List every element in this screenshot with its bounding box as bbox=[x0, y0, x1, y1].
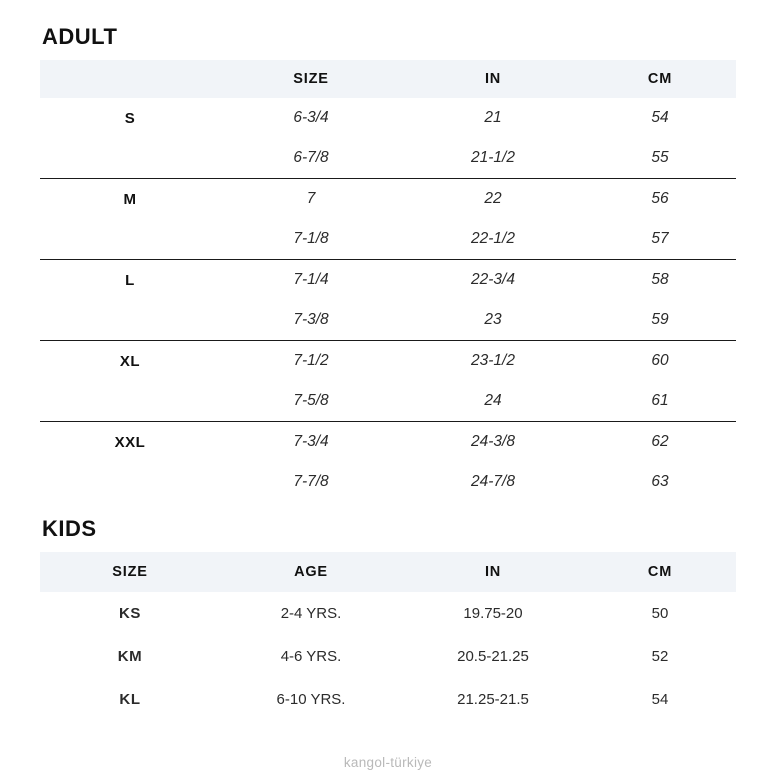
adult-row-label bbox=[40, 138, 220, 179]
kids-row-in: 21.25-21.5 bbox=[457, 691, 529, 708]
adult-row-size: 7 bbox=[220, 179, 402, 220]
adult-row-label bbox=[40, 381, 220, 422]
adult-row-label bbox=[40, 300, 220, 341]
adult-size-table bbox=[40, 60, 736, 502]
table-row bbox=[40, 98, 736, 138]
adult-row-cm: 59 bbox=[651, 311, 669, 328]
adult-row-cm: 55 bbox=[651, 149, 669, 166]
adult-row-size: 7-5/8 bbox=[293, 392, 329, 409]
adult-row-size: 7-3/4 bbox=[220, 422, 402, 463]
adult-row-in: 24-3/8 bbox=[402, 422, 584, 463]
adult-row-size: 6-3/4 bbox=[293, 109, 329, 126]
adult-row-size: 7-1/8 bbox=[293, 230, 329, 247]
table-row bbox=[40, 462, 736, 502]
adult-row-in: 22-1/2 bbox=[471, 230, 515, 247]
kids-row-label: KL bbox=[119, 691, 141, 708]
table-row bbox=[40, 179, 736, 220]
kids-table-head bbox=[40, 552, 736, 592]
kids-row-label: KS bbox=[118, 605, 142, 622]
kids-row-age: 6-10 YRS. bbox=[276, 691, 346, 708]
adult-header-cm: CM bbox=[584, 60, 736, 98]
table-row bbox=[40, 300, 736, 341]
table-row bbox=[40, 138, 736, 179]
adult-row-in: 24-7/8 bbox=[471, 473, 515, 490]
adult-row-size: 7-7/8 bbox=[293, 473, 329, 490]
adult-row-in: 24 bbox=[484, 392, 502, 409]
adult-row-cm: 62 bbox=[584, 422, 736, 463]
table-row bbox=[40, 260, 736, 301]
kids-row-in: 20.5-21.25 bbox=[457, 648, 529, 665]
kids-row-age: 4-6 YRS. bbox=[280, 648, 342, 665]
adult-row-in: 21-1/2 bbox=[471, 149, 515, 166]
table-row bbox=[40, 635, 736, 678]
adult-row-size: 7-1/2 bbox=[220, 341, 402, 382]
adult-row-label bbox=[40, 219, 220, 260]
kids-header-cm: CM bbox=[584, 552, 736, 592]
table-row bbox=[40, 592, 736, 635]
table-row bbox=[40, 341, 736, 382]
kids-row-label: KM bbox=[117, 648, 143, 665]
adult-row-size: 7-1/4 bbox=[220, 260, 402, 301]
adult-row-cm: 54 bbox=[651, 109, 669, 126]
kids-header-in: IN bbox=[402, 552, 584, 592]
kids-header-age: AGE bbox=[220, 552, 402, 592]
adult-row-label: L bbox=[40, 260, 220, 301]
adult-row-size: 6-7/8 bbox=[293, 149, 329, 166]
adult-row-label: XXL bbox=[40, 422, 220, 463]
kids-row-age: 2-4 YRS. bbox=[280, 605, 342, 622]
adult-table-head bbox=[40, 60, 736, 98]
adult-row-label bbox=[40, 462, 220, 502]
adult-row-cm: 56 bbox=[584, 179, 736, 220]
adult-row-in: 23 bbox=[484, 311, 502, 328]
adult-row-in: 22-3/4 bbox=[402, 260, 584, 301]
table-row bbox=[40, 678, 736, 721]
adult-row-cm: 58 bbox=[584, 260, 736, 301]
kids-row-in: 19.75-20 bbox=[463, 605, 523, 622]
adult-row-label: M bbox=[40, 179, 220, 220]
adult-row-in: 22 bbox=[402, 179, 584, 220]
watermark-text: kangol-türkiye bbox=[343, 755, 433, 770]
adult-header-in: IN bbox=[402, 60, 584, 98]
adult-row-in: 23-1/2 bbox=[402, 341, 584, 382]
adult-row-size: 7-3/8 bbox=[293, 311, 329, 328]
adult-row-label: S bbox=[124, 109, 136, 127]
kids-section-title: KIDS bbox=[42, 516, 97, 541]
adult-row-in: 21 bbox=[484, 109, 502, 126]
adult-header-row bbox=[40, 60, 736, 98]
kids-table-body bbox=[40, 592, 736, 721]
adult-row-cm: 63 bbox=[651, 473, 669, 490]
kids-header-row bbox=[40, 552, 736, 592]
adult-row-cm: 60 bbox=[584, 341, 736, 382]
table-row bbox=[40, 381, 736, 422]
adult-header-size: SIZE bbox=[220, 60, 402, 98]
adult-row-cm: 57 bbox=[651, 230, 669, 247]
kids-row-cm: 52 bbox=[651, 648, 669, 665]
table-row bbox=[40, 422, 736, 463]
kids-row-cm: 54 bbox=[651, 691, 669, 708]
adult-row-cm: 61 bbox=[651, 392, 669, 409]
adult-header-blank bbox=[40, 60, 220, 98]
kids-row-cm: 50 bbox=[651, 605, 669, 622]
table-row bbox=[40, 219, 736, 260]
adult-table-body bbox=[40, 98, 736, 502]
kids-header-size: SIZE bbox=[40, 552, 220, 592]
adult-row-label: XL bbox=[40, 341, 220, 382]
adult-section-title: ADULT bbox=[42, 24, 118, 49]
kids-size-table bbox=[40, 552, 736, 721]
